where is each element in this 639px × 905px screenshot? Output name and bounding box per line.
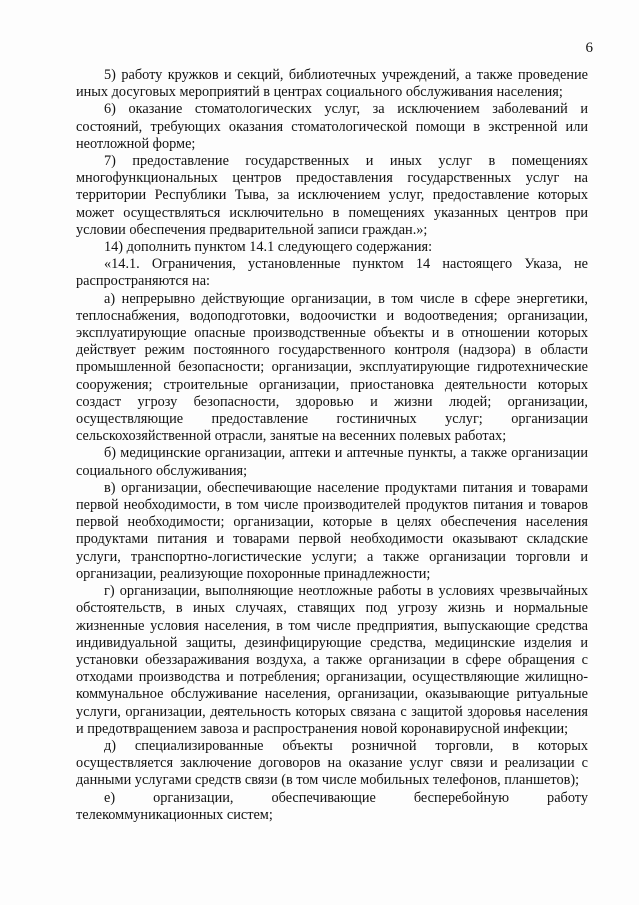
paragraph-item-5-clubs: 5) работу кружков и секций, библиотечных учреждений, а также проведение иных досуговых мероприятий в центрах социального обслуживания населения; bbox=[76, 67, 588, 101]
paragraph-sub-e: е) организации, обеспечивающие бесперебойную работу телекоммуникационных систем; bbox=[76, 789, 588, 823]
paragraph-item-6-dental: 6) оказание стоматологических услуг, за исключением заболеваний и состояний, требующих оказания стоматологической помощи в экстренной или неотложной форме; bbox=[76, 101, 588, 152]
paragraph-amendment-14: 14) дополнить пунктом 14.1 следующего содержания: bbox=[104, 239, 433, 256]
page-number: 6 bbox=[585, 40, 593, 56]
paragraph-sub-b: б) медицинские организации, аптеки и аптечные пункты, а также организации социального обслуживания; bbox=[76, 445, 588, 479]
paragraph-clause-14-1: «14.1. Ограничения, установленные пунктом 14 настоящего Указа, не распространяются на: bbox=[76, 256, 588, 290]
paragraph-sub-a: а) непрерывно действующие организации, в том числе в сфере энергетики, теплоснабжения, водоподготовки, водоочистки и водоотведения; организации, эксплуатирующие опасные производственные объекты и в отношении которых действует режим постоянного государственного контроля (надзора) в области промышленной безопасности; организации, эксплуатирующие гидротехнические сооружения; строительные организации, приостановка деятельности которых создаст угрозу безопасности, здоровью и жизни людей; организации, осуществляющие предоставление гостиничных услуг; организации сельскохозяйственной отрасли, занятые на весенних полевых работах; bbox=[76, 290, 588, 445]
paragraph-item-7-mfc: 7) предоставление государственных и иных услуг в помещениях многофункциональных центров предоставления государственных услуг на территории Республики Тыва, за исключением услуг, предоставление которых может осуществляться исключительно в помещениях указанных центров при условии обеспечения предварительной записи граждан.»; bbox=[76, 153, 588, 238]
paragraph-sub-v: в) организации, обеспечивающие население продуктами питания и товарами первой необходимости, в том числе производителей продуктов питания и товаров первой необходимости; организации, которые в целях обеспечения населения продуктами питания и товарами первой необходимости оказывают складские услуги, транспортно-логистические услуги; а также организации торговли и организации, реализующие похоронные принадлежности; bbox=[76, 479, 588, 582]
paragraph-sub-g: г) организации, выполняющие неотложные работы в условиях чрезвычайных обстоятельств, в иных случаях, ставящих под угрозу жизнь и нормальные жизненные условия населения, в том числе предприятия, выпускающие средства индивидуальной защиты, дезинфицирующие средства, медицинские изделия и установки обеззараживания воздуха, а также организации в сфере обращения с отходами производства и потребления; организации, осуществляющие жилищно-коммунальное обслуживание населения, организации, оказывающие ритуальные услуги, организации, деятельность которых связана с защитой здоровья населения и предотвращением завоза и распространения новой коронавирусной инфекции; bbox=[76, 583, 588, 737]
paragraph-sub-d: д) специализированные объекты розничной торговли, в которых осуществляется заключение договоров на оказание услуг связи и реализации с данными услугами средств связи (в том числе мобильных телефонов, планшетов); bbox=[76, 737, 588, 789]
document-body bbox=[76, 67, 588, 824]
